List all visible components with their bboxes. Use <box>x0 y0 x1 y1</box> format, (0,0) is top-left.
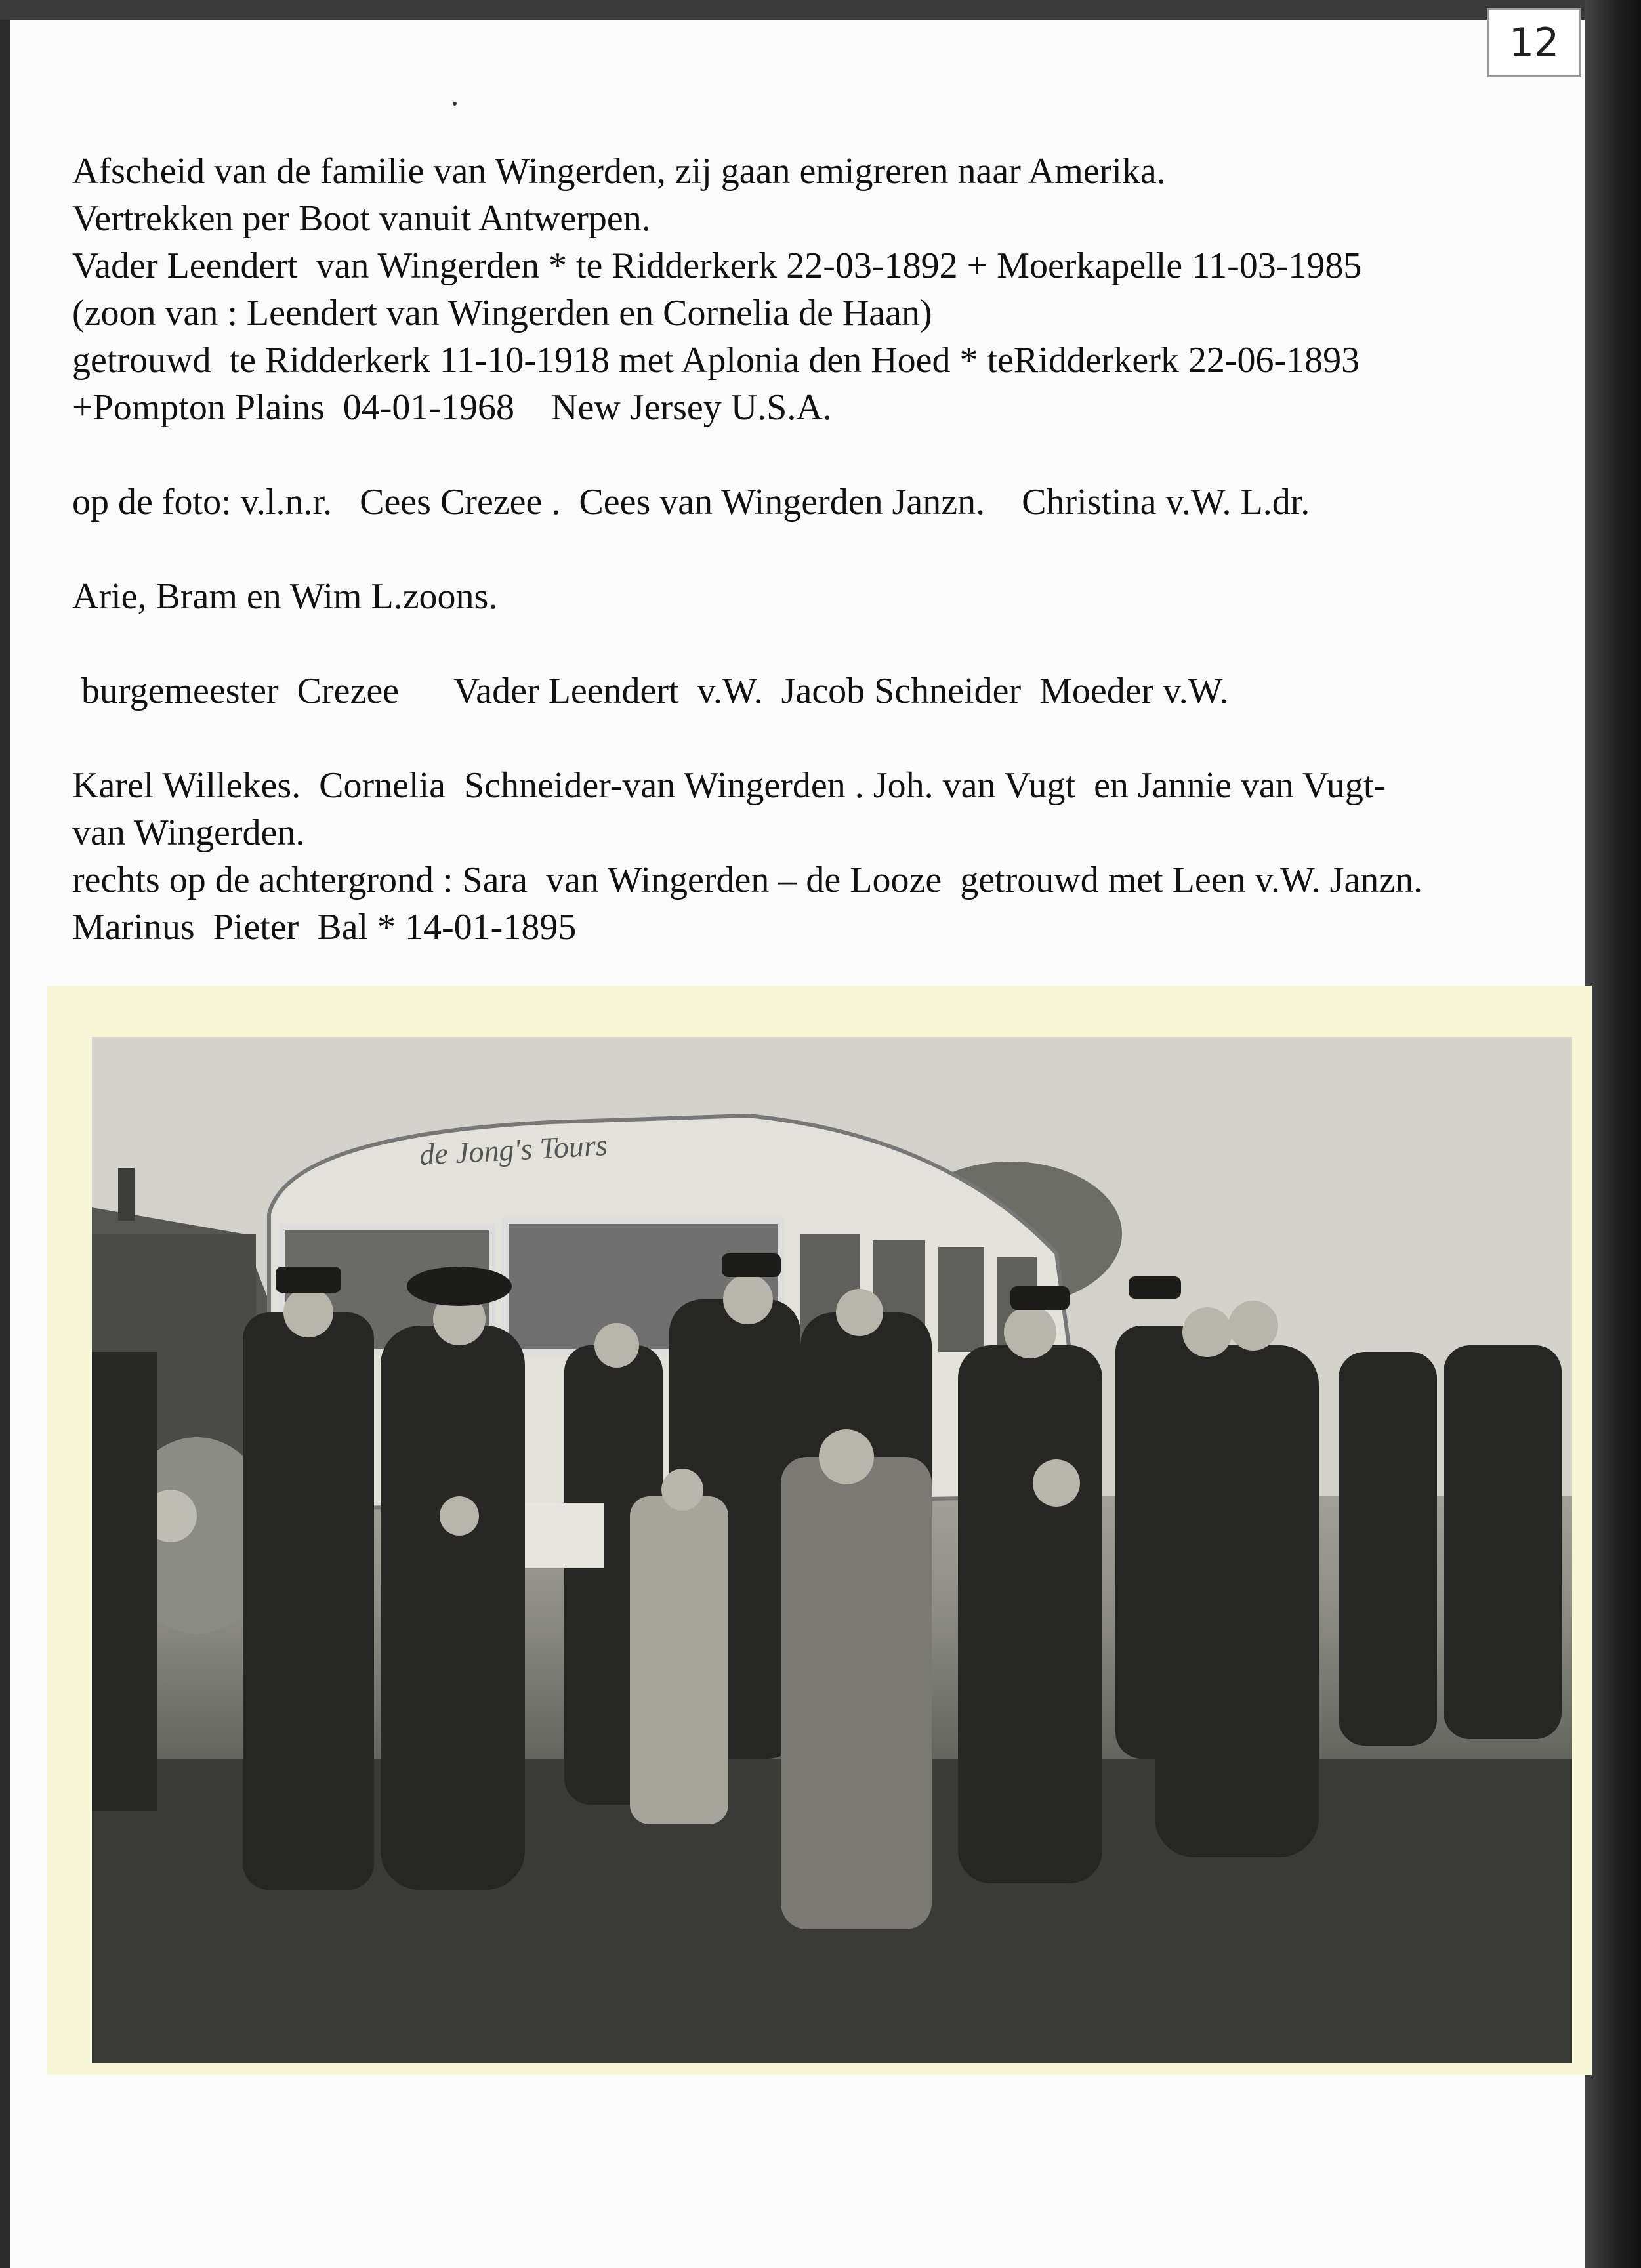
caption-line: Vertrekken per Boot vanuit Antwerpen. <box>72 198 651 239</box>
caption-line: op de foto: v.l.n.r. Cees Crezee . Cees van Wingerden Janzn. Christina v.W. L.dr. <box>72 482 1310 522</box>
caption-line: rechts op de achtergrond : Sara van Wingerden – de Looze getrouwd met Leen v.W. Janzn. <box>72 860 1423 900</box>
caption-line: Vader Leendert van Wingerden * te Ridderkerk 22-03-1892 + Moerkapelle 11-03-1985 <box>72 245 1362 286</box>
scan-right-edge <box>1585 0 1641 2268</box>
photo-mount <box>47 986 1592 2075</box>
caption-line: (zoon van : Leendert van Wingerden en Cornelia de Haan) <box>72 293 932 333</box>
bus-lettering: de Jong's Tours <box>418 1128 608 1171</box>
caption-line: Afscheid van de familie van Wingerden, zij gaan emigreren naar Amerika. <box>72 151 1166 192</box>
scan-top-edge <box>0 0 1641 20</box>
dust-speck <box>453 102 457 106</box>
group-photo <box>92 1037 1572 2063</box>
caption-line: Marinus Pieter Bal * 14-01-1895 <box>72 907 577 948</box>
caption-line: +Pompton Plains 04-01-1968 New Jersey U.S.A. <box>72 387 832 428</box>
page-number: 12 <box>1487 8 1581 77</box>
caption-line: burgemeester Crezee Vader Leendert v.W. Jacob Schneider Moeder v.W. <box>72 671 1229 711</box>
caption-line: Arie, Bram en Wim L.zoons. <box>72 576 498 617</box>
caption-line: van Wingerden. <box>72 812 305 853</box>
photo-illustration <box>92 1037 1572 2063</box>
caption-line: getrouwd te Ridderkerk 11-10-1918 met Aplonia den Hoed * teRidderkerk 22-06-1893 <box>72 340 1360 381</box>
caption-text <box>72 148 1575 951</box>
caption-line: Karel Willekes. Cornelia Schneider-van Wingerden . Joh. van Vugt en Jannie van Vugt- <box>72 765 1386 806</box>
